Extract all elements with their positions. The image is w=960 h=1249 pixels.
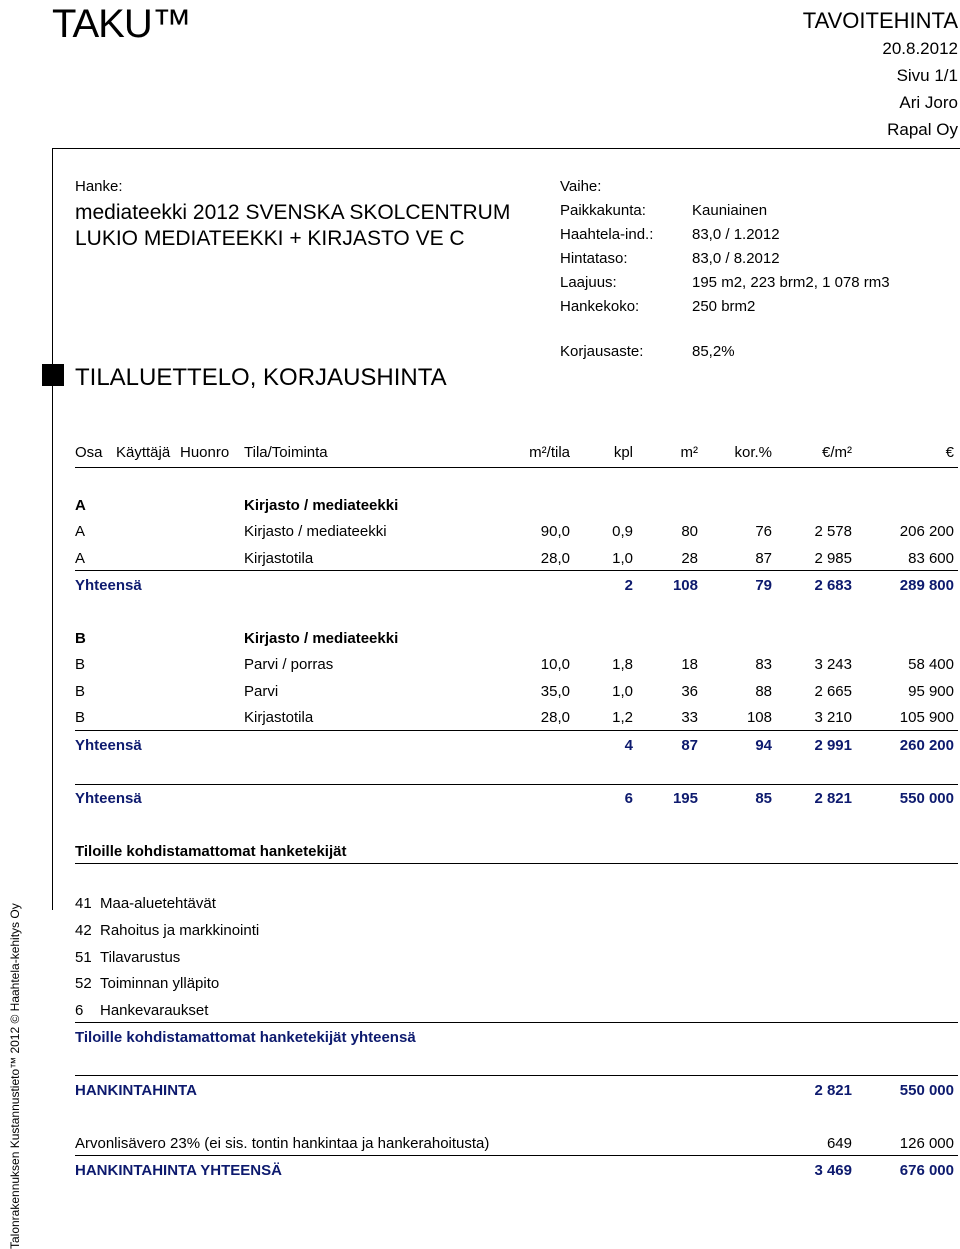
- company-name: Rapal Oy: [887, 120, 958, 139]
- grand-total-rule: [75, 784, 958, 785]
- group-a-total-renovation-pct: 79: [755, 577, 772, 594]
- col-header-space: Tila/Toiminta: [244, 444, 328, 461]
- table-row-space: Kirjasto / mediateekki: [244, 523, 387, 540]
- grand-total-label: Yhteensä: [75, 790, 142, 807]
- section-title: TILALUETTELO, KORJAUSHINTA: [75, 364, 447, 391]
- col-header-count: kpl: [613, 444, 633, 461]
- table-row-eur: 58 400: [908, 656, 954, 673]
- project-label: Hanke:: [75, 178, 123, 195]
- group-a-total-eur: 289 800: [899, 577, 954, 594]
- table-row-count: 1,8: [612, 656, 633, 673]
- group-b-rule: [75, 730, 958, 731]
- meta-label-scope: Laajuus:: [560, 274, 617, 291]
- table-row-renovation-pct: 83: [755, 656, 772, 673]
- table-row-renovation-pct: 87: [755, 550, 772, 567]
- list-item-code: 52: [75, 975, 92, 992]
- table-row-m2: 28: [681, 550, 698, 567]
- table-row-space: Parvi / porras: [244, 656, 334, 673]
- group-a-total-m2: 108: [672, 577, 698, 594]
- table-row-m2-per-space: 90,0: [540, 523, 570, 540]
- group-b-total-eur-per-m2: 2 991: [814, 737, 852, 754]
- table-row-m2: 80: [681, 523, 698, 540]
- table-row-eur-per-m2: 2 985: [814, 550, 852, 567]
- table-row-m2-per-space: 28,0: [540, 709, 570, 726]
- table-row-m2-per-space: 28,0: [540, 550, 570, 567]
- document-title: TAVOITEHINTA: [802, 8, 958, 33]
- meta-label-index: Haahtela-ind.:: [560, 226, 654, 243]
- table-row-space: Parvi: [244, 683, 279, 700]
- list-item-name: Toiminnan ylläpito: [100, 975, 220, 992]
- phase-label: Vaihe:: [560, 178, 602, 195]
- meta-value-index: 83,0 / 1.2012: [692, 226, 780, 243]
- acquisition-total-eur-per-m2: 3 469: [814, 1162, 852, 1179]
- col-header-renovation-pct: kor.%: [734, 444, 772, 461]
- unallocated-items-rule: [75, 1022, 958, 1023]
- meta-value-location: Kauniainen: [692, 202, 768, 219]
- table-row-m2: 33: [681, 709, 698, 726]
- table-row-m2-per-space: 10,0: [540, 656, 570, 673]
- group-b-title: Kirjasto / mediateekki: [244, 630, 399, 647]
- table-row-count: 1,2: [612, 709, 633, 726]
- group-b-total-m2: 87: [681, 737, 698, 754]
- acquisition-eur: 550 000: [899, 1082, 954, 1099]
- table-row-m2: 36: [681, 683, 698, 700]
- table-row-renovation-pct: 108: [746, 709, 772, 726]
- table-row-eur-per-m2: 3 243: [814, 656, 852, 673]
- col-header-eur-per-m2: €/m²: [822, 444, 852, 461]
- page-number: Sivu 1/1: [896, 66, 958, 85]
- brand-logo: TAKU™: [52, 2, 191, 46]
- grand-total-renovation-pct: 85: [755, 790, 772, 807]
- group-a-code: A: [75, 497, 86, 514]
- table-row-osa: B: [75, 709, 86, 726]
- table-row-count: 1,0: [612, 683, 633, 700]
- meta-label-location: Paikkakunta:: [560, 202, 646, 219]
- acquisition-total-label: HANKINTAHINTA YHTEENSÄ: [75, 1162, 282, 1179]
- grand-total-m2: 195: [672, 790, 698, 807]
- acquisition-total-eur: 676 000: [899, 1162, 954, 1179]
- list-item-name: Maa-aluetehtävät: [100, 895, 216, 912]
- header-rule: [75, 467, 958, 468]
- table-row-count: 0,9: [612, 523, 633, 540]
- col-header-room-no: Huonro: [180, 444, 230, 461]
- left-border: [52, 148, 53, 910]
- meta-value-size: 250 brm2: [692, 298, 756, 315]
- table-row-eur: 83 600: [908, 550, 954, 567]
- group-b-total-renovation-pct: 94: [755, 737, 772, 754]
- project-name: mediateekki 2012 SVENSKA SKOLCENTRUM LUKIO MEDIATEEKKI + KIRJASTO VE C: [75, 201, 511, 250]
- meta-value-price-level: 83,0 / 8.2012: [692, 250, 780, 267]
- table-row-eur-per-m2: 3 210: [814, 709, 852, 726]
- list-item-name: Rahoitus ja markkinointi: [100, 922, 260, 939]
- meta-label-price-level: Hintataso:: [560, 250, 628, 267]
- table-row-eur: 206 200: [899, 523, 954, 540]
- col-header-eur: €: [945, 444, 954, 461]
- table-row-eur: 95 900: [908, 683, 954, 700]
- list-item-code: 6: [75, 1002, 84, 1019]
- meta-value-scope: 195 m2, 223 brm2, 1 078 rm3: [692, 274, 890, 291]
- group-b-total-eur: 260 200: [899, 737, 954, 754]
- list-item-code: 51: [75, 949, 92, 966]
- col-header-m2: m²: [680, 444, 698, 461]
- renovation-rate-value: 85,2%: [692, 343, 735, 360]
- col-header-osa: Osa: [75, 444, 103, 461]
- table-row-osa: B: [75, 683, 86, 700]
- table-row-eur-per-m2: 2 578: [814, 523, 852, 540]
- group-a-title: Kirjasto / mediateekki: [244, 497, 399, 514]
- grand-total-count: 6: [624, 790, 633, 807]
- section-marker-icon: [42, 364, 64, 386]
- vat-rule: [75, 1155, 958, 1156]
- unallocated-rule: [75, 863, 958, 864]
- vat-label: Arvonlisävero 23% (ei sis. tontin hankintaa ja hankerahoitusta): [75, 1135, 490, 1152]
- table-row-renovation-pct: 76: [755, 523, 772, 540]
- group-b-code: B: [75, 630, 86, 647]
- table-row-space: Kirjastotila: [244, 550, 314, 567]
- vat-eur-per-m2: 649: [826, 1135, 852, 1152]
- acquisition-rule: [75, 1075, 958, 1076]
- table-row-osa: A: [75, 550, 86, 567]
- copyright-note: Talonrakennuksen Kustannustieto™ 2012 © Haahtela-kehitys Oy: [8, 903, 22, 1249]
- group-b-total-label: Yhteensä: [75, 737, 142, 754]
- acquisition-eur-per-m2: 2 821: [814, 1082, 852, 1099]
- table-row-space: Kirjastotila: [244, 709, 314, 726]
- table-row-osa: A: [75, 523, 86, 540]
- author-name: Ari Joro: [899, 93, 958, 112]
- table-row-eur: 105 900: [899, 709, 954, 726]
- list-item-code: 41: [75, 895, 92, 912]
- header-divider: [52, 148, 960, 149]
- table-row-renovation-pct: 88: [755, 683, 772, 700]
- renovation-rate-label: Korjausaste:: [560, 343, 644, 360]
- vat-eur: 126 000: [899, 1135, 954, 1152]
- group-b-total-count: 4: [624, 737, 633, 754]
- group-a-rule: [75, 570, 958, 571]
- table-row-m2: 18: [681, 656, 698, 673]
- col-header-m2-per-space: m²/tila: [529, 444, 570, 461]
- acquisition-label: HANKINTAHINTA: [75, 1082, 197, 1099]
- table-row-count: 1,0: [612, 550, 633, 567]
- list-item-code: 42: [75, 922, 92, 939]
- grand-total-eur: 550 000: [899, 790, 954, 807]
- col-header-user: Käyttäjä: [116, 444, 171, 461]
- meta-label-size: Hankekoko:: [560, 298, 640, 315]
- group-a-total-eur-per-m2: 2 683: [814, 577, 852, 594]
- table-row-osa: B: [75, 656, 86, 673]
- grand-total-eur-per-m2: 2 821: [814, 790, 852, 807]
- group-a-total-count: 2: [624, 577, 633, 594]
- unallocated-total-label: Tiloille kohdistamattomat hanketekijät yhteensä: [75, 1029, 416, 1046]
- unallocated-title: Tiloille kohdistamattomat hanketekijät: [75, 843, 347, 860]
- list-item-name: Tilavarustus: [100, 949, 181, 966]
- group-a-total-label: Yhteensä: [75, 577, 142, 594]
- list-item-name: Hankevaraukset: [100, 1002, 209, 1019]
- table-row-m2-per-space: 35,0: [540, 683, 570, 700]
- table-row-eur-per-m2: 2 665: [814, 683, 852, 700]
- document-date: 20.8.2012: [882, 39, 958, 58]
